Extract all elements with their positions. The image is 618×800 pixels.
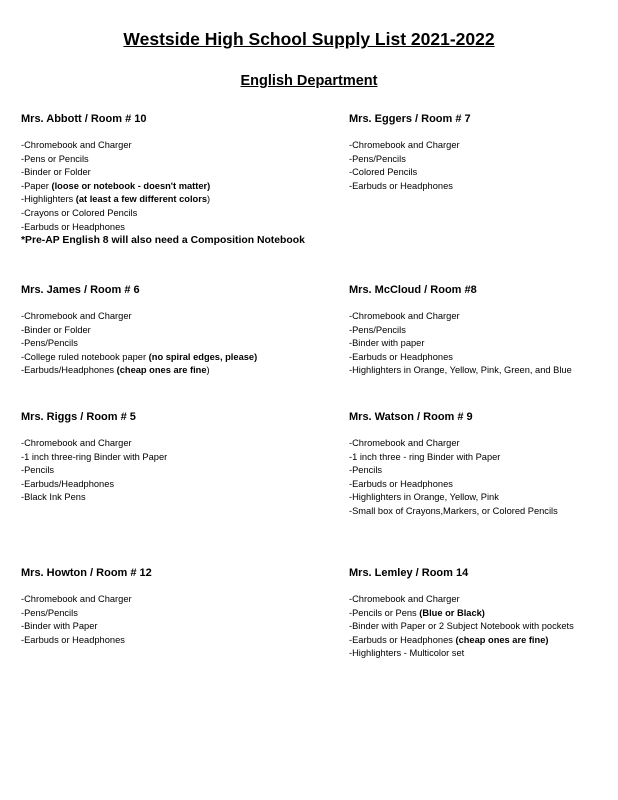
- supply-item: -Highlighters - Multicolor set: [349, 648, 465, 659]
- supply-item: -Binder with Paper or 2 Subject Notebook with pockets: [349, 621, 574, 632]
- supply-item-emphasis: (loose or notebook - doesn't matter): [51, 180, 211, 191]
- teacher-room-heading: Mrs. Watson / Room # 9: [349, 411, 473, 423]
- supply-list: [21, 437, 321, 505]
- supply-item: -Chromebook and Charger: [21, 438, 132, 448]
- supply-item: -1 inch three - ring Binder with Paper: [349, 451, 501, 462]
- supply-list: [21, 139, 321, 234]
- supply-list: [349, 139, 611, 193]
- supply-item: -Chromebook and Charger: [349, 140, 460, 150]
- supply-item: -Paper (loose or notebook - doesn't matter): [21, 180, 211, 191]
- supply-item: -1 inch three-ring Binder with Paper: [21, 451, 168, 462]
- supply-item: -Binder or Folder: [21, 167, 91, 178]
- supply-item: -Pencils: [21, 465, 55, 476]
- teacher-block-watson: [349, 410, 611, 519]
- supply-item: -Chromebook and Charger: [21, 594, 132, 604]
- teacher-block-james: [21, 283, 321, 378]
- supply-item: -Highlighters in Orange, Yellow, Pink, Green, and Blue: [349, 365, 572, 376]
- supply-item: -Highlighters in Orange, Yellow, Pink: [349, 492, 499, 503]
- supply-item: -Earbuds/Headphones (cheap ones are fine): [21, 365, 210, 376]
- supply-item: -Small box of Crayons,Markers, or Colored Pencils: [349, 505, 558, 516]
- teacher-room-heading: Mrs. Abbott / Room # 10: [21, 113, 147, 125]
- document-title: Westside High School Supply List 2021-2022: [123, 29, 495, 49]
- supply-item: -Pens/Pencils: [21, 338, 78, 349]
- supply-item: -Earbuds or Headphones: [349, 180, 453, 191]
- supply-list: [349, 593, 611, 661]
- supply-item-emphasis: (at least a few different colors: [75, 194, 208, 205]
- supply-item: -Earbuds/Headphones: [21, 478, 115, 489]
- supply-item: -Crayons or Colored Pencils: [21, 207, 138, 218]
- supply-item-emphasis: (cheap ones are fine): [455, 634, 549, 645]
- supply-list: [349, 437, 611, 519]
- supply-item-emphasis: (Blue or Black): [419, 607, 485, 618]
- supply-item: -Pens/Pencils: [349, 324, 406, 335]
- supply-item: -Chromebook and Charger: [349, 311, 460, 321]
- teacher-block-riggs: [21, 410, 321, 505]
- supply-item: -Pencils: [349, 465, 383, 476]
- supply-item: -Earbuds or Headphones: [349, 351, 453, 362]
- teacher-room-heading: Mrs. Lemley / Room 14: [349, 567, 469, 579]
- teacher-room-heading: Mrs. James / Room # 6: [21, 284, 140, 296]
- teacher-room-heading: Mrs. Eggers / Room # 7: [349, 113, 471, 125]
- teacher-room-heading: Mrs. McCloud / Room #8: [349, 284, 477, 296]
- teacher-block-mccloud: [349, 283, 611, 378]
- supply-item: -Binder with paper: [349, 338, 425, 349]
- teacher-block-howton: [21, 566, 321, 647]
- supply-item: -Chromebook and Charger: [21, 311, 132, 321]
- supply-item: -Earbuds or Headphones: [21, 634, 125, 645]
- supply-item-emphasis: (cheap ones are fine: [116, 365, 207, 376]
- supply-item: -Chromebook and Charger: [349, 594, 460, 604]
- supply-item-emphasis: (no spiral edges, please): [148, 351, 258, 362]
- supply-item: -Earbuds or Headphones: [349, 478, 453, 489]
- supply-note: *Pre-AP English 8 will also need a Composition Notebook: [21, 235, 305, 247]
- supply-item: -Pens/Pencils: [349, 153, 406, 164]
- supply-item: -Colored Pencils: [349, 167, 418, 178]
- teacher-room-heading: Mrs. Riggs / Room # 5: [21, 411, 136, 423]
- teacher-block-eggers: [349, 112, 611, 193]
- supply-item: -College ruled notebook paper (no spiral edges, please): [21, 351, 258, 362]
- supply-item: -Pencils or Pens (Blue or Black): [349, 607, 485, 618]
- supply-item: -Pens/Pencils: [21, 607, 78, 618]
- supply-item: -Pens or Pencils: [21, 153, 89, 164]
- department-heading: English Department: [240, 73, 378, 89]
- supply-item: -Earbuds or Headphones: [21, 221, 125, 232]
- teacher-block-abbott: [21, 112, 321, 248]
- supply-item: -Chromebook and Charger: [21, 140, 132, 150]
- supply-list: [349, 310, 611, 378]
- supply-item: -Highlighters (at least a few different colors): [21, 194, 211, 205]
- teacher-room-heading: Mrs. Howton / Room # 12: [21, 567, 152, 579]
- supply-list: [21, 310, 321, 378]
- supply-item: -Binder with Paper: [21, 621, 98, 632]
- supply-item: -Earbuds or Headphones (cheap ones are fine): [349, 634, 549, 645]
- supply-item: -Chromebook and Charger: [349, 438, 460, 448]
- supply-item: -Black Ink Pens: [21, 492, 86, 503]
- supply-list: [21, 593, 321, 647]
- supply-item: -Binder or Folder: [21, 324, 91, 335]
- teacher-block-lemley: [349, 566, 611, 661]
